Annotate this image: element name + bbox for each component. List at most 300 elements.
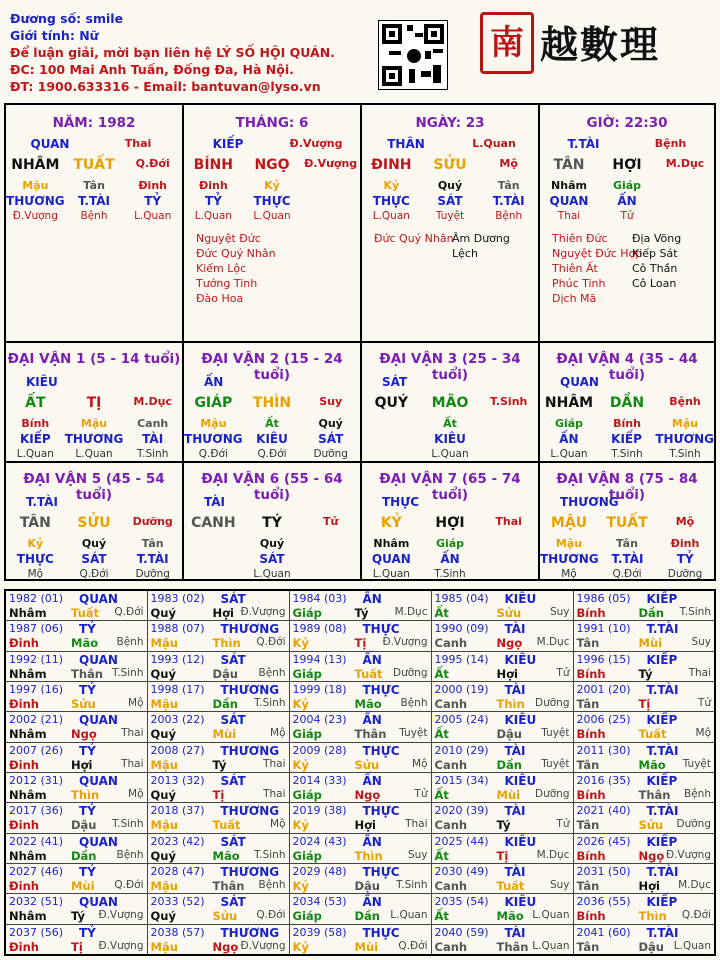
year-phase: Tử (697, 696, 711, 709)
year-phase: Đ.Vượng (240, 939, 286, 952)
year-content (9, 925, 144, 954)
year-phase: Bệnh (116, 848, 144, 861)
hidden-god: TÀI (142, 432, 164, 446)
year-label: 2031 (50) (576, 864, 631, 878)
year-branch: Thìn (496, 696, 525, 711)
heavenly-stem: TÂN (553, 157, 585, 173)
hidden-phase-row (540, 210, 714, 222)
hidden-stem (362, 417, 421, 430)
dai-van-god: ẤN (204, 375, 224, 389)
hidden-phase: T.Sinh (669, 448, 701, 460)
year-branch: Dậu (71, 818, 97, 833)
stage: Bệnh (669, 395, 701, 408)
year-content (293, 864, 428, 893)
year-god: THỰC (362, 804, 400, 819)
hidden-stem: Giáp (612, 179, 642, 192)
year-stem: Đinh (9, 696, 39, 711)
year-phase: Mộ (270, 727, 286, 740)
year-phase: Suy (549, 606, 570, 618)
year-cell (431, 863, 573, 893)
year-content (151, 894, 286, 923)
year-label: 2022 (41) (9, 834, 64, 848)
year-stem: Tân (576, 636, 600, 651)
year-god: T.TÀI (646, 864, 679, 879)
year-cell (431, 742, 573, 772)
star-list-secondary (452, 231, 538, 261)
year-phase: Dưỡng (535, 696, 570, 709)
year-cell (289, 681, 431, 711)
year-phase: Tuyệt (541, 757, 570, 770)
heavenly-stem: ĐINH (371, 157, 412, 173)
pillar-gods-row (362, 137, 538, 151)
year-cell (147, 833, 289, 863)
year-cell (573, 924, 715, 955)
year-cell (147, 651, 289, 681)
year-phase: Mộ (128, 696, 144, 709)
hidden-gods-row (184, 194, 360, 208)
hidden-stems-row (6, 537, 182, 550)
hidden-stem: Mậu (200, 417, 227, 430)
year-god: ẤN (362, 834, 382, 849)
star-item: Nguyệt Đức (196, 232, 261, 245)
hidden-phase: L.Quan (431, 448, 469, 460)
year-cell (147, 894, 289, 924)
hidden-phase-row (6, 568, 182, 580)
stage: T.Sinh (489, 395, 528, 408)
year-god: KIẾP (646, 834, 678, 849)
star-item: Cô Thần (632, 262, 678, 275)
stage: Q.Đới (135, 157, 170, 170)
year-content (577, 864, 712, 893)
hidden-phase (479, 448, 538, 460)
year-stem: Ất (434, 909, 449, 924)
year-god: T.TÀI (646, 804, 679, 819)
branch-phase: Đ.Vượng (289, 137, 343, 150)
year-cell (289, 742, 431, 772)
year-god: TỶ (79, 743, 96, 758)
year-branch: Tý (354, 606, 369, 620)
year-cell (431, 681, 573, 711)
hidden-phase: Q.Đới (198, 448, 228, 460)
year-branch: Thìn (212, 636, 241, 651)
year-phase: Q.Đới (114, 878, 144, 891)
stem-god: T.TÀI (567, 137, 600, 151)
year-label: 2026 (45) (576, 834, 631, 848)
year-branch: Tý (638, 666, 653, 681)
earthly-branch: HỢI (612, 157, 642, 173)
hidden-stem: Đinh (199, 179, 228, 192)
year-label: 1988 (07) (150, 622, 205, 636)
stage: Mộ (499, 157, 518, 170)
dai-van-title: ĐẠI VẬN 3 (25 - 34 tuổi) (379, 351, 521, 383)
hidden-gods-row (540, 194, 714, 208)
hidden-stem: Giáp (435, 537, 465, 550)
year-cell (431, 924, 573, 955)
hidden-gods-row (362, 194, 538, 208)
hidden-phase: Thai (557, 210, 581, 222)
year-god: KIẾP (646, 713, 678, 728)
year-branch: Tị (212, 787, 225, 802)
year-stem: Kỷ (292, 757, 309, 772)
year-content (435, 682, 570, 711)
star-list-secondary (632, 231, 681, 291)
year-cell (431, 712, 573, 742)
hidden-phase-row (362, 568, 538, 580)
year-content (293, 894, 428, 923)
year-cell (5, 924, 147, 955)
dai-van-god: SÁT (382, 375, 408, 389)
year-content (435, 834, 570, 863)
earthly-branch: MÃO (431, 395, 469, 411)
dai-van-title: ĐẠI VẬN 6 (55 - 64 tuổi) (201, 471, 343, 503)
year-branch: Tuất (212, 818, 241, 833)
year-cell (289, 803, 431, 833)
year-phase: Q.Đới (398, 939, 428, 952)
gender-value: Nữ (79, 28, 99, 43)
hidden-stem: Đinh (138, 179, 167, 192)
year-god: TÀI (504, 804, 526, 819)
heavenly-stem: ẤT (25, 395, 46, 411)
year-stem: Giáp (292, 606, 322, 620)
hidden-god (479, 432, 538, 446)
hidden-god: THƯƠNG (655, 432, 715, 446)
year-god: TÀI (504, 864, 526, 879)
star-item: Kiếm Lộc (196, 262, 247, 275)
year-cell (147, 590, 289, 621)
earthly-branch: SỬU (77, 515, 111, 531)
hidden-stem: Ất (443, 417, 457, 430)
year-label: 2037 (56) (9, 925, 64, 939)
year-god: ẤN (362, 592, 382, 606)
earthly-branch: TUẤT (606, 515, 648, 531)
year-god: TỶ (79, 622, 96, 637)
year-cell (573, 621, 715, 651)
year-god: TÀI (504, 622, 526, 637)
star-item: Âm Dương Lệch (452, 232, 510, 260)
year-stem: Đinh (9, 878, 39, 893)
year-branch: Dần (496, 757, 522, 772)
year-stem: Bính (576, 848, 606, 863)
hidden-phase: T.Sinh (434, 568, 466, 580)
year-cell (573, 590, 715, 621)
year-branch: Mão (212, 848, 240, 863)
year-content (151, 773, 286, 802)
hidden-god: SÁT (437, 194, 463, 208)
year-branch: Tuất (354, 666, 383, 681)
year-stem: Đinh (9, 636, 39, 651)
year-branch: Sửu (496, 606, 522, 620)
year-content (9, 834, 144, 863)
year-content (9, 682, 144, 711)
hidden-god (301, 552, 360, 566)
year-phase: T.Sinh (396, 878, 428, 891)
year-god: THƯƠNG (220, 682, 280, 697)
dai-van-god: THƯƠNG (560, 495, 619, 509)
year-branch: Thìn (354, 848, 383, 863)
dai-van-stem-branch-row (6, 395, 182, 411)
hidden-stem (301, 537, 360, 550)
dai-van-cell (184, 463, 362, 579)
heavenly-stem: BÍNH (193, 157, 233, 173)
dai-van-stem-branch-row (540, 515, 714, 531)
year-content (293, 803, 428, 832)
year-cell (289, 590, 431, 621)
dai-van-stem-branch-row (362, 395, 538, 411)
dai-van-god: TÀI (204, 495, 226, 509)
year-phase: Đ.Vượng (98, 939, 144, 952)
dai-van-cell (184, 343, 362, 463)
year-content (9, 712, 144, 741)
annual-luck-table (4, 589, 716, 956)
year-phase: Bệnh (116, 636, 144, 649)
year-phase: L.Quan (673, 939, 711, 952)
hidden-phase (301, 568, 360, 580)
year-content (151, 925, 286, 954)
year-stem: Đinh (9, 818, 39, 833)
year-content (151, 652, 286, 681)
year-branch: Sửu (354, 757, 380, 772)
year-stem: Đinh (9, 939, 39, 954)
year-branch: Thân (638, 787, 671, 802)
year-cell (5, 712, 147, 742)
year-cell (147, 621, 289, 651)
year-god: QUAN (79, 773, 118, 788)
dai-van-cell (540, 463, 714, 579)
heavenly-stem: TÂN (19, 515, 51, 531)
hidden-gods-row (362, 552, 538, 566)
year-phase: Bệnh (684, 787, 711, 800)
year-stem: Mậu (150, 878, 178, 893)
hidden-phase: Q.Đới (257, 448, 287, 460)
year-branch: Hợi (212, 606, 234, 620)
year-cell (573, 681, 715, 711)
hidden-stems-row (540, 179, 714, 192)
hidden-god: SÁT (81, 552, 107, 566)
branch-phase: Thai (124, 137, 152, 150)
year-stem: Đinh (9, 757, 39, 772)
year-phase: Đ.Vượng (98, 909, 144, 922)
year-stem: Giáp (292, 727, 322, 742)
year-god: TỶ (79, 804, 96, 819)
year-cell (5, 681, 147, 711)
year-stem: Bính (576, 606, 606, 620)
hidden-god (184, 552, 243, 566)
year-phase: Mộ (412, 757, 428, 770)
hidden-phase (184, 568, 243, 580)
year-label: 2013 (32) (150, 773, 205, 787)
star-item: Nguyệt Đức Hợp (552, 247, 643, 260)
year-content (293, 834, 428, 863)
year-stem: Mậu (150, 757, 178, 772)
year-cell (573, 772, 715, 802)
year-god: ẤN (362, 713, 382, 728)
year-branch: Dần (71, 848, 97, 863)
year-content (577, 773, 712, 802)
year-stem: Ất (434, 727, 449, 742)
year-content (151, 864, 286, 893)
year-god: TỶ (79, 682, 96, 697)
year-cell (5, 651, 147, 681)
star-item: Thiên Ất (552, 262, 598, 275)
hidden-stem: Mậu (555, 537, 583, 550)
year-stem: Quý (150, 787, 176, 802)
hidden-god: KIẾP (19, 432, 51, 446)
year-stem: Tân (576, 757, 600, 772)
heavenly-stem: NHÂM (544, 395, 594, 411)
hidden-stems-row (184, 417, 360, 430)
star-item: Dịch Mã (552, 292, 597, 305)
hidden-god: T.TÀI (611, 552, 644, 566)
year-branch: Mão (638, 757, 666, 772)
year-content (435, 773, 570, 802)
hidden-stem: Tân (141, 537, 164, 550)
hidden-phase: L.Quan (253, 568, 291, 580)
pillar-cell (6, 105, 184, 343)
year-branch: Tị (496, 848, 509, 863)
hidden-stems-row (540, 417, 714, 430)
year-label: 2033 (52) (150, 895, 205, 909)
year-label: 1998 (17) (150, 682, 205, 696)
hidden-god: THƯƠNG (64, 432, 124, 446)
year-cell (5, 894, 147, 924)
year-label: 1996 (15) (576, 652, 631, 666)
year-god: THƯƠNG (220, 622, 280, 637)
pillar-cell (362, 105, 540, 343)
year-cell (289, 712, 431, 742)
year-stem: Nhâm (9, 848, 47, 863)
year-stem: Giáp (292, 787, 322, 802)
hidden-god: SÁT (318, 432, 344, 446)
star-item: Địa Võng (632, 232, 682, 245)
year-branch: Tuất (71, 606, 100, 620)
branch-phase: L.Quan (472, 137, 516, 150)
hidden-stems-row (184, 537, 360, 550)
year-branch: Mão (71, 636, 99, 651)
year-phase: Q.Đới (681, 909, 711, 922)
pillar-stem-branch-row (362, 157, 538, 173)
year-label: 1992 (11) (9, 652, 64, 666)
hidden-gods-row (6, 432, 182, 446)
hidden-stem (184, 537, 243, 550)
year-god: THƯƠNG (220, 864, 280, 879)
header-info (10, 10, 335, 95)
year-stem: Kỷ (292, 818, 309, 833)
year-label: 2025 (44) (434, 834, 489, 848)
pillar-gods-row (540, 137, 714, 151)
dai-van-god: KIÊU (26, 375, 58, 389)
year-stem: Nhâm (9, 787, 47, 802)
year-phase: Đ.Vượng (240, 606, 286, 618)
year-content (435, 652, 570, 681)
year-content (435, 864, 570, 893)
year-label: 2024 (43) (292, 834, 347, 848)
pillar-stem-branch-row (6, 157, 182, 173)
year-branch: Tuất (638, 727, 667, 742)
year-phase: Q.Đới (256, 909, 286, 922)
hidden-phase: Dưỡng (135, 568, 170, 580)
year-cell (573, 894, 715, 924)
earthly-branch: HỢI (435, 515, 465, 531)
year-stem: Canh (434, 878, 468, 893)
year-branch: Mùi (496, 787, 521, 802)
year-phase: Dưỡng (535, 787, 570, 800)
stage: Tử (323, 515, 339, 528)
year-god: THỰC (362, 622, 400, 637)
stage: Mộ (675, 515, 695, 528)
heavenly-stem: MẬU (550, 515, 588, 531)
year-content (577, 803, 712, 832)
hidden-gods-row (6, 194, 182, 208)
year-stem: Mậu (150, 939, 178, 954)
year-content (435, 712, 570, 741)
year-cell (147, 863, 289, 893)
year-cell (431, 833, 573, 863)
hidden-gods-row (540, 552, 714, 566)
year-content (577, 894, 712, 923)
year-god: KIẾP (646, 895, 678, 910)
year-cell (573, 712, 715, 742)
year-god: THƯƠNG (220, 925, 280, 940)
year-god: T.TÀI (646, 622, 679, 637)
dai-van-stem-branch-row (540, 395, 714, 411)
year-content (293, 652, 428, 681)
year-god: TÀI (504, 682, 526, 697)
hidden-stem: Canh (137, 417, 169, 430)
year-god: TỶ (79, 864, 96, 879)
heavenly-stem: QUÝ (374, 395, 409, 411)
year-label: 2011 (30) (576, 743, 631, 757)
hidden-god: KIẾP (611, 432, 642, 446)
year-stem: Giáp (292, 909, 322, 924)
year-branch: Thìn (71, 787, 100, 802)
year-label: 1997 (16) (9, 682, 64, 696)
year-phase: Thai (405, 818, 428, 831)
year-label: 1993 (12) (150, 652, 205, 666)
hidden-phase: T.Sinh (136, 448, 169, 460)
year-god: TÀI (504, 925, 526, 940)
hidden-phase (301, 210, 360, 222)
year-content (151, 743, 286, 772)
year-phase: Mộ (695, 727, 711, 740)
dai-van-title: ĐẠI VẬN 2 (15 - 24 tuổi) (201, 351, 343, 383)
year-content (435, 894, 570, 923)
year-god: ẤN (362, 895, 382, 910)
hidden-phase (362, 448, 421, 460)
hidden-stem: Mậu (22, 179, 49, 192)
year-cell (289, 772, 431, 802)
year-stem: Nhâm (9, 727, 47, 742)
year-branch: Sửu (71, 696, 96, 711)
hidden-stem: Quý (437, 179, 463, 192)
year-stem: Kỷ (292, 636, 309, 651)
dai-van-cell (362, 463, 540, 579)
stage: Đ.Vượng (304, 157, 358, 170)
year-god: SÁT (220, 713, 246, 728)
year-phase: Q.Đới (256, 636, 286, 649)
hidden-stem: Giáp (554, 417, 584, 430)
year-cell (573, 651, 715, 681)
hidden-stem: Đinh (670, 537, 700, 550)
year-stem: Bính (576, 909, 606, 924)
year-stem: Tân (576, 696, 600, 711)
seal-stamp: 南 (480, 12, 534, 74)
hidden-god: T.TÀI (136, 552, 169, 566)
hidden-phase: L.Quan (550, 448, 588, 460)
year-content (293, 773, 428, 802)
hidden-stem: Ất (265, 417, 279, 430)
year-cell (5, 621, 147, 651)
year-god: TÀI (504, 743, 526, 758)
